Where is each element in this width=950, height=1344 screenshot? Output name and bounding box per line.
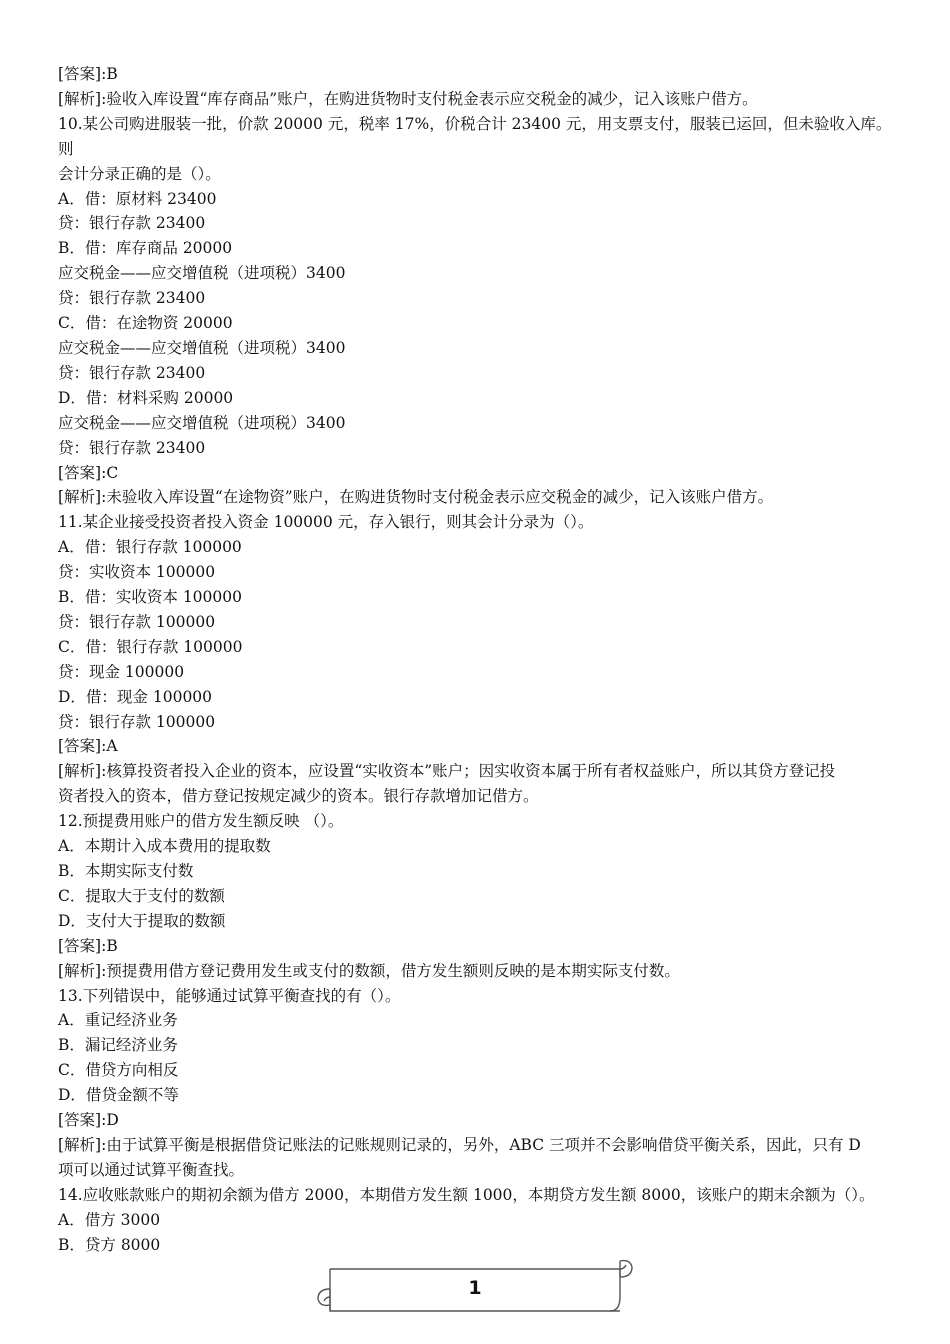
text-line: C．借贷方向相反 — [58, 1061, 179, 1080]
text-line: [解析]:预提费用借方登记费用发生或支付的数额，借方发生额则反映的是本期实际支付数。 — [58, 961, 680, 980]
text-line: 13.下列错误中，能够通过试算平衡查找的有（）。 — [58, 986, 401, 1005]
text-line: [解析]:核算投资者投入企业的资本，应设置“实收资本”账户；因实收资本属于所有者权益账户，所以其贷方登记投 — [58, 762, 836, 781]
text-line: B．借：实收资本 100000 — [58, 588, 242, 607]
text-line: 会计分录正确的是（）。 — [58, 164, 221, 183]
text-line: D．借贷金额不等 — [58, 1086, 179, 1105]
text-line: 贷：银行存款 100000 — [58, 712, 216, 731]
text-line: A．借：银行存款 100000 — [58, 538, 242, 557]
text-line: 贷：现金 100000 — [58, 662, 185, 681]
text-line: A．本期计入成本费用的提取数 — [58, 837, 271, 856]
text-line: [答案]:A — [58, 737, 118, 756]
text-line: D．借：材料采购 20000 — [58, 388, 234, 407]
text-line: [答案]:B — [58, 65, 118, 83]
text-line: D．借：现金 100000 — [58, 687, 213, 706]
text-line: [解析]:验收入库设置“库存商品”账户，在购进货物时支付税金表示应交税金的减少，记入该账户借方。 — [58, 89, 758, 108]
text-line: A．借方 3000 — [58, 1210, 161, 1229]
text-line: 贷：银行存款 100000 — [58, 612, 216, 631]
text-line: C．提取大于支付的数额 — [58, 886, 225, 905]
text-line: D．支付大于提取的数额 — [58, 911, 226, 930]
text-line: [解析]:由于试算平衡是根据借贷记账法的记账规则记录的，另外，ABC 三项并不会影响借贷平衡关系，因此，只有 D — [58, 1135, 861, 1154]
text-line: B．漏记经济业务 — [58, 1036, 178, 1055]
text-line: 10.某公司购进服装一批，价款 20000 元，税率 17%，价税合计 23400 元，用支票支付，服装已运回，但未验收入库。则 — [58, 114, 892, 158]
text-line: 应交税金——应交增值税（进项税）3400 — [58, 413, 346, 432]
text-line: 项可以通过试算平衡查找。 — [58, 1160, 245, 1179]
text-line: 贷：银行存款 23400 — [58, 363, 206, 382]
text-line: C．借：在途物资 20000 — [58, 314, 233, 333]
text-line: A．重记经济业务 — [58, 1011, 178, 1030]
text-line: 贷：银行存款 23400 — [58, 214, 206, 233]
text-line: B．本期实际支付数 — [58, 862, 194, 880]
text-line: A．借：原材料 23400 — [58, 189, 217, 208]
text-line: 14.应收账款账户的期初余额为借方 2000，本期借方发生额 1000，本期贷方发生额 8000，该账户的期末余额为（）。 — [58, 1185, 875, 1204]
page-footer — [314, 1253, 636, 1319]
text-line: B．贷方 8000 — [58, 1235, 161, 1254]
text-line: [答案]:D — [58, 1111, 119, 1130]
text-line: 资者投入的资本，借方登记按规定减少的资本。银行存款增加记借方。 — [58, 787, 539, 806]
text-line: [答案]:C — [58, 463, 119, 482]
text-line: 12.预提费用账户的借方发生额反映 （）。 — [58, 812, 344, 831]
text-line: B．借：库存商品 20000 — [58, 239, 233, 258]
text-line: 11.某企业接受投资者投入资金 100000 元，存入银行，则其会计分录为（）。 — [58, 513, 594, 532]
text-line: 应交税金——应交增值税（进项税）3400 — [58, 264, 346, 283]
text-line: 贷：银行存款 23400 — [58, 289, 206, 308]
page-number: 1 — [468, 1277, 482, 1299]
text-line: 贷：银行存款 23400 — [58, 438, 206, 457]
text-line: C．借：银行存款 100000 — [58, 637, 243, 656]
text-line: [答案]:B — [58, 936, 118, 955]
text-line: 应交税金——应交增值税（进项税）3400 — [58, 338, 346, 357]
document-body — [58, 62, 896, 1258]
text-line: [解析]:未验收入库设置“在途物资”账户，在购进货物时支付税金表示应交税金的减少，记入该账户借方。 — [58, 488, 774, 507]
text-line: 贷：实收资本 100000 — [58, 563, 216, 582]
